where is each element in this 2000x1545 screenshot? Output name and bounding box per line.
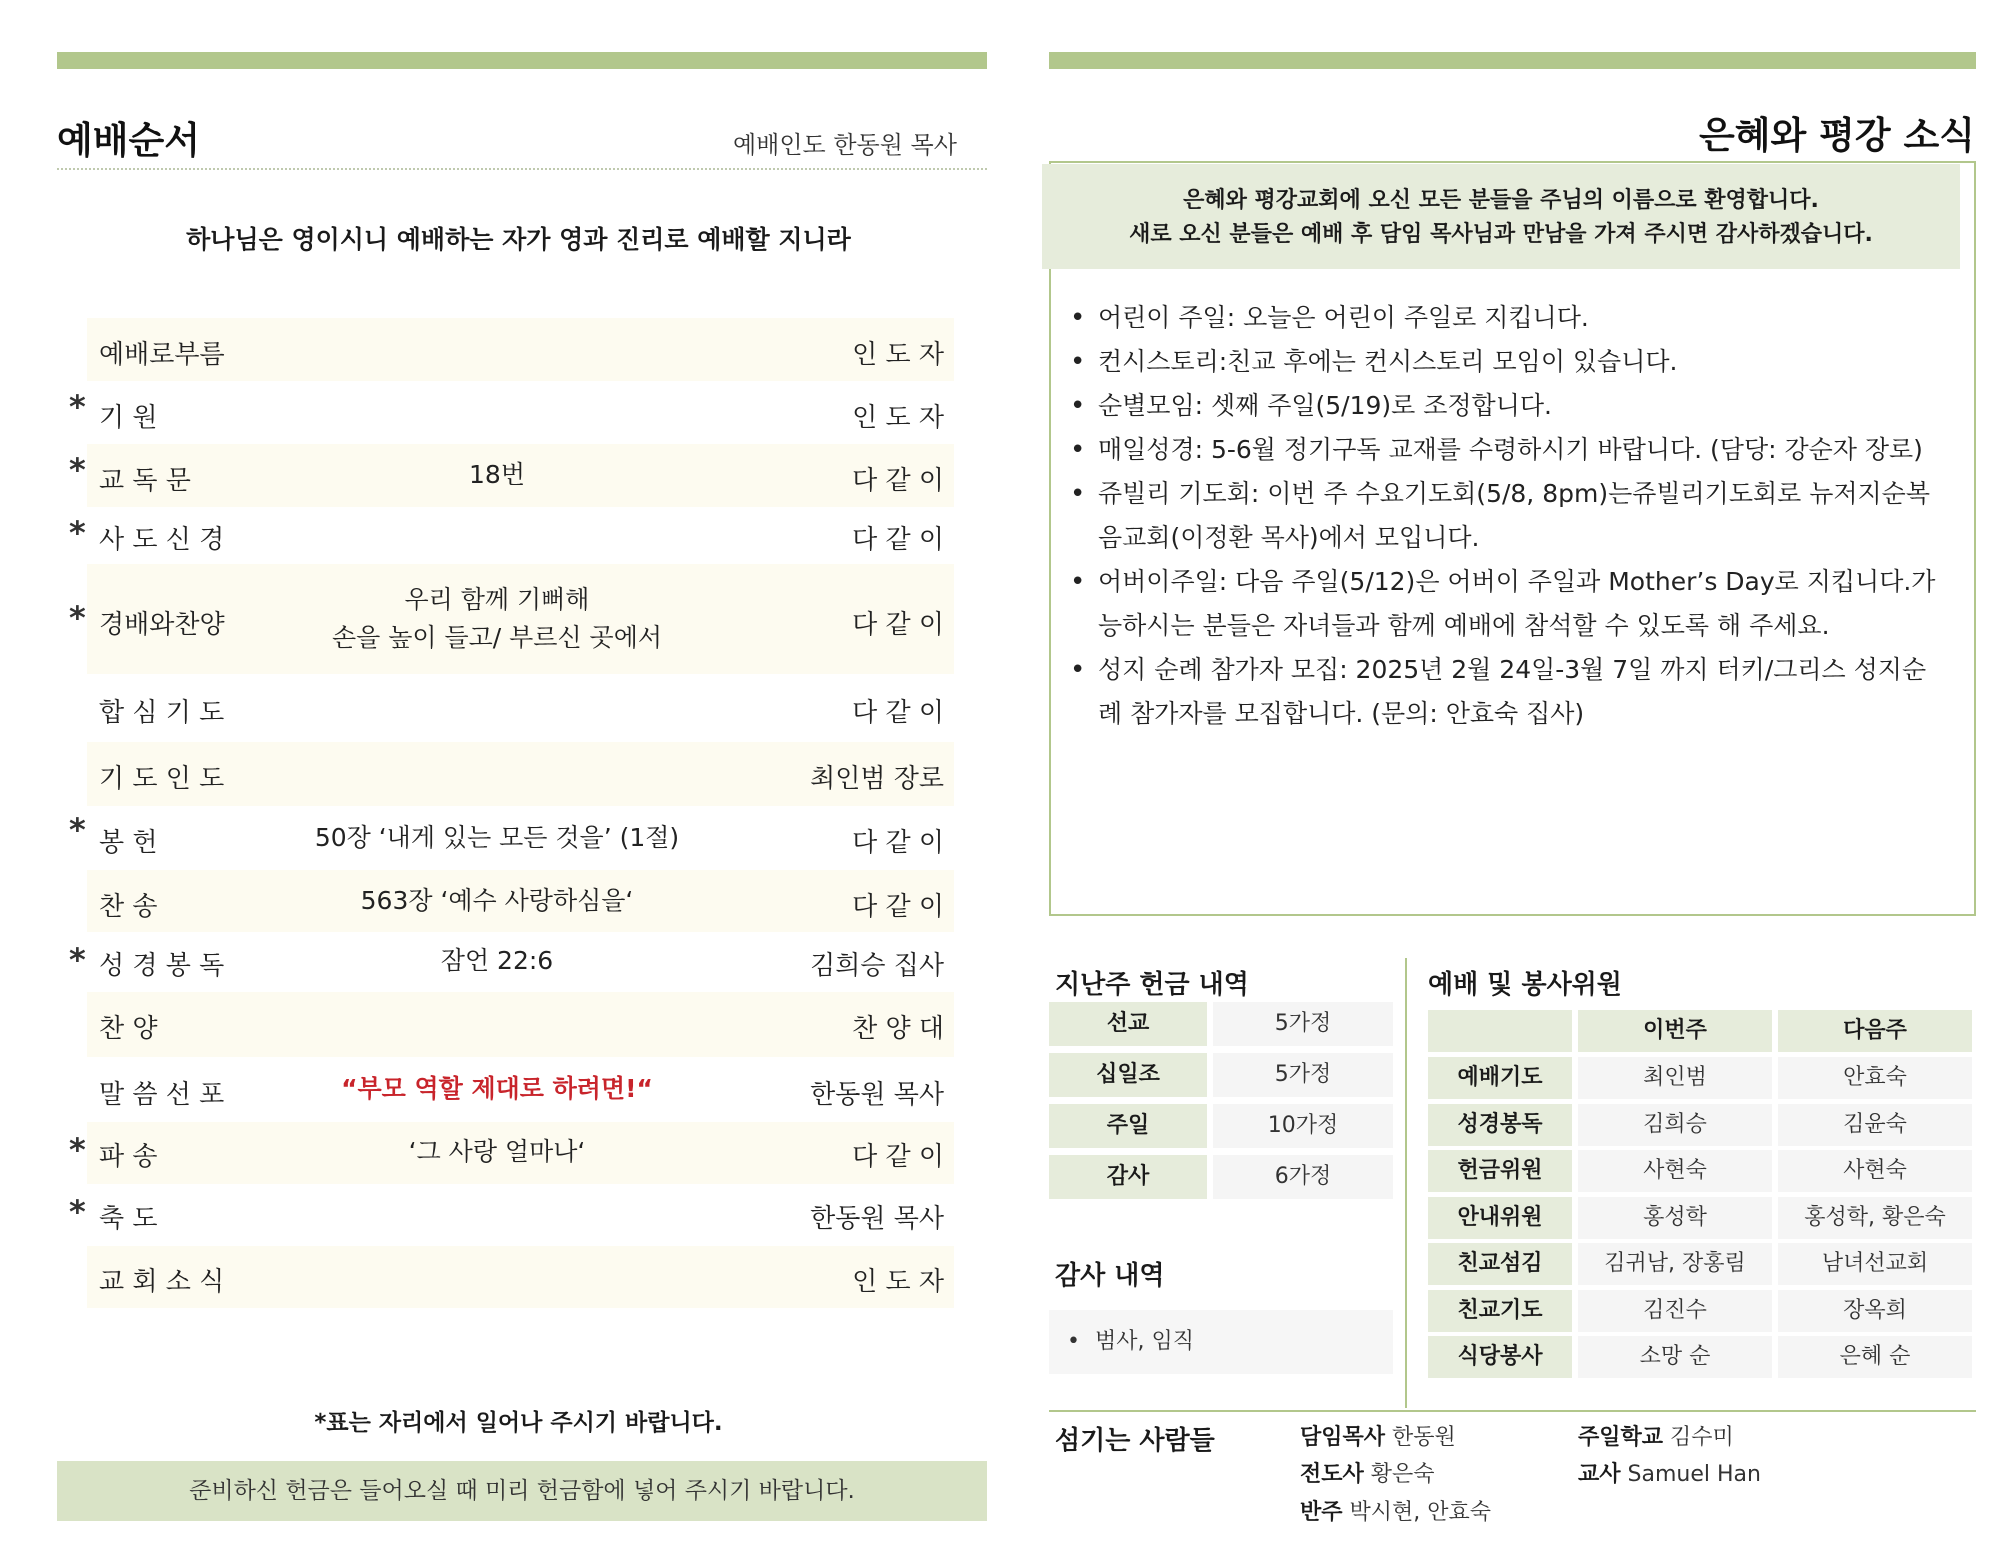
order-item-content: 563장 ‘예수 사랑하심을‘ bbox=[360, 886, 634, 915]
offering-label: 감사 bbox=[1049, 1155, 1207, 1199]
column-divider bbox=[1405, 958, 1407, 1408]
worship-leader-note: 예배인도 한동원 목사 bbox=[733, 131, 957, 159]
order-item-content-line1: 우리 함께 기뻐해 bbox=[404, 585, 590, 614]
order-row bbox=[69, 1184, 954, 1246]
offering-value: 5가정 bbox=[1213, 1053, 1393, 1097]
stand-marker: * bbox=[69, 388, 86, 426]
offering-label: 선교 bbox=[1049, 1002, 1207, 1046]
service-role: 예배기도 bbox=[1428, 1057, 1572, 1099]
thanks-item-text: 범사, 임직 bbox=[1094, 1329, 1194, 1354]
order-item-leader: 최인범 장로 bbox=[810, 764, 944, 794]
sermon-title: “부모 역할 제대로 하려면!“ bbox=[341, 1074, 653, 1103]
order-row bbox=[69, 444, 954, 507]
order-item-leader: 찬 양 대 bbox=[852, 1014, 944, 1044]
news-item: • 순별모임: 셋째 주일(5/19)로 조정합니다. bbox=[1070, 384, 1950, 428]
order-item-leader: 다 같 이 bbox=[852, 466, 944, 496]
news-list bbox=[1070, 296, 1950, 736]
title-divider bbox=[57, 168, 987, 170]
order-item-leader: 김희승 집사 bbox=[810, 951, 944, 981]
stand-marker: * bbox=[69, 451, 86, 489]
staff-role: 반주 bbox=[1300, 1500, 1343, 1525]
staff-name: 김수미 bbox=[1670, 1425, 1734, 1450]
order-row bbox=[87, 742, 954, 806]
welcome-line-2: 새로 오신 분들은 예배 후 담임 목사님과 만남을 가져 주시면 감사하겠습니다. bbox=[1129, 222, 1873, 247]
service-next-week: 안효숙 bbox=[1778, 1057, 1972, 1099]
staff-title: 섬기는 사람들 bbox=[1055, 1426, 1215, 1456]
service-role: 식당봉사 bbox=[1428, 1336, 1572, 1378]
order-row bbox=[87, 1057, 954, 1122]
news-item: • 성지 순례 참가자 모집: 2025년 2월 24일-3월 7일 까지 터키/그리스 성지순례 참가자를 모집합니다. (문의: 안효숙 집사) bbox=[1070, 648, 1950, 736]
offering-value: 10가정 bbox=[1213, 1104, 1393, 1148]
staff-role: 담임목사 bbox=[1300, 1425, 1386, 1450]
service-this-week: 김진수 bbox=[1578, 1290, 1772, 1332]
order-item-content: ‘그 사랑 얼마나‘ bbox=[408, 1137, 586, 1166]
service-role: 성경봉독 bbox=[1428, 1104, 1572, 1146]
order-item-leader: 인 도 자 bbox=[852, 1267, 944, 1297]
order-row bbox=[69, 932, 954, 992]
order-item-leader: 다 같 이 bbox=[852, 892, 944, 922]
service-next-week: 홍성학, 황은숙 bbox=[1778, 1197, 1972, 1239]
welcome-banner bbox=[1042, 164, 1960, 269]
order-title: 예배순서 bbox=[57, 119, 200, 162]
order-row bbox=[69, 564, 954, 674]
stand-marker: * bbox=[69, 1193, 86, 1231]
offering-note-box bbox=[57, 1461, 987, 1521]
order-item-name: 축 도 bbox=[99, 1204, 158, 1234]
service-header-blank bbox=[1428, 1010, 1572, 1052]
offering-label: 주일 bbox=[1049, 1104, 1207, 1148]
stand-marker: * bbox=[69, 941, 86, 979]
order-item-leader: 인 도 자 bbox=[852, 403, 944, 433]
order-item-name: 교 독 문 bbox=[99, 466, 191, 496]
staff-role: 교사 bbox=[1578, 1462, 1621, 1487]
staff-entry bbox=[1578, 1420, 1734, 1451]
staff-entry bbox=[1300, 1457, 1435, 1488]
order-item-name: 예배로부름 bbox=[99, 340, 225, 370]
service-next-week: 사현숙 bbox=[1778, 1150, 1972, 1192]
offering-label: 십일조 bbox=[1049, 1053, 1207, 1097]
order-item-name: 교 회 소 식 bbox=[99, 1267, 225, 1297]
order-item-leader: 다 같 이 bbox=[852, 610, 944, 640]
service-title: 예배 및 봉사위원 bbox=[1428, 970, 1622, 1000]
news-item: • 쥬빌리 기도회: 이번 주 수요기도회(5/8, 8pm)는쥬빌리기도회로 뉴저지순복음교회(이정환 목사)에서 모입니다. bbox=[1070, 472, 1950, 560]
order-item-leader: 한동원 목사 bbox=[810, 1204, 944, 1234]
order-item-name: 합 심 기 도 bbox=[99, 698, 225, 728]
order-row bbox=[69, 507, 954, 564]
order-item-name: 기 원 bbox=[99, 403, 158, 433]
offering-value: 6가정 bbox=[1213, 1155, 1393, 1199]
order-item-content-line2: 손을 높이 들고/ 부르신 곳에서 bbox=[331, 623, 662, 652]
order-row bbox=[87, 870, 954, 932]
news-item: • 컨시스토리:친교 후에는 컨시스토리 모임이 있습니다. bbox=[1070, 340, 1950, 384]
service-header-this-week: 이번주 bbox=[1578, 1010, 1772, 1052]
order-item-name: 말 씀 선 포 bbox=[99, 1080, 225, 1110]
service-this-week: 김희승 bbox=[1578, 1104, 1772, 1146]
stand-marker: * bbox=[69, 514, 86, 552]
order-row bbox=[69, 381, 954, 444]
stand-marker: * bbox=[69, 599, 86, 637]
order-item-leader: 다 같 이 bbox=[852, 525, 944, 555]
service-this-week: 김귀남, 장홍림 bbox=[1578, 1243, 1772, 1285]
staff-role: 주일학교 bbox=[1578, 1425, 1664, 1450]
order-item-name: 기 도 인 도 bbox=[99, 764, 225, 794]
order-item-leader: 다 같 이 bbox=[852, 828, 944, 858]
news-title: 은혜와 평강 소식 bbox=[1699, 114, 1975, 157]
order-item-leader: 다 같 이 bbox=[852, 1142, 944, 1172]
order-item-content: 50장 ‘내게 있는 모든 것을’ (1절) bbox=[314, 823, 680, 852]
staff-entry bbox=[1300, 1420, 1456, 1451]
staff-name: Samuel Han bbox=[1627, 1462, 1761, 1487]
order-row bbox=[87, 992, 954, 1057]
service-this-week: 소망 순 bbox=[1578, 1336, 1772, 1378]
staff-entry bbox=[1300, 1495, 1491, 1526]
news-item: • 어버이주일: 다음 주일(5/12)은 어버이 주일과 Mother’s Day로 지킵니다.가능하시는 분들은 자녀들과 함께 예배에 참석할 수 있도록 해 주세요. bbox=[1070, 560, 1950, 648]
welcome-line-1: 은혜와 평강교회에 오신 모든 분들을 주님의 이름으로 환영합니다. bbox=[1183, 188, 1819, 213]
news-item: • 어린이 주일: 오늘은 어린이 주일로 지킵니다. bbox=[1070, 296, 1950, 340]
offering-note: 준비하신 헌금은 들어오실 때 미리 헌금함에 넣어 주시기 바랍니다. bbox=[189, 1478, 855, 1504]
service-next-week: 김윤숙 bbox=[1778, 1104, 1972, 1146]
order-item-name: 찬 송 bbox=[99, 892, 158, 922]
service-next-week: 장옥희 bbox=[1778, 1290, 1972, 1332]
staff-name: 박시현, 안효숙 bbox=[1349, 1500, 1492, 1525]
order-row bbox=[87, 318, 954, 381]
left-accent-bar bbox=[57, 52, 987, 69]
order-item-name: 봉 헌 bbox=[99, 828, 158, 858]
service-this-week: 사현숙 bbox=[1578, 1150, 1772, 1192]
service-role: 안내위원 bbox=[1428, 1197, 1572, 1239]
order-item-content: 잠언 22:6 bbox=[440, 946, 554, 975]
service-role: 친교기도 bbox=[1428, 1290, 1572, 1332]
service-role: 헌금위원 bbox=[1428, 1150, 1572, 1192]
order-item-name: 성 경 봉 독 bbox=[99, 951, 225, 981]
order-item-leader: 다 같 이 bbox=[852, 698, 944, 728]
order-row bbox=[87, 1246, 954, 1308]
order-item-leader: 인 도 자 bbox=[852, 340, 944, 370]
service-role: 친교섬김 bbox=[1428, 1243, 1572, 1285]
service-this-week: 홍성학 bbox=[1578, 1197, 1772, 1239]
order-row bbox=[87, 674, 954, 742]
staff-name: 한동원 bbox=[1392, 1425, 1456, 1450]
order-row bbox=[69, 806, 954, 870]
order-row bbox=[69, 1122, 954, 1184]
order-item-leader: 한동원 목사 bbox=[810, 1080, 944, 1110]
stand-marker: * bbox=[69, 1131, 86, 1169]
news-item: • 매일성경: 5-6월 정기구독 교재를 수령하시기 바랍니다. (담당: 강순자 장로) bbox=[1070, 428, 1950, 472]
staff-divider bbox=[1049, 1410, 1976, 1412]
offering-title: 지난주 헌금 내역 bbox=[1055, 970, 1249, 1000]
staff-name: 황은숙 bbox=[1370, 1462, 1435, 1487]
order-item-name: 경배와찬양 bbox=[99, 610, 225, 640]
service-next-week: 남녀선교회 bbox=[1778, 1243, 1972, 1285]
order-item-name: 파 송 bbox=[99, 1142, 158, 1172]
service-next-week: 은혜 순 bbox=[1778, 1336, 1972, 1378]
offering-value: 5가정 bbox=[1213, 1002, 1393, 1046]
order-item-content: 18번 bbox=[469, 460, 525, 489]
order-item-name: 사 도 신 경 bbox=[99, 525, 225, 555]
thanks-box bbox=[1049, 1310, 1393, 1374]
verse: 하나님은 영이시니 예배하는 자가 영과 진리로 예배할 지니라 bbox=[186, 225, 851, 254]
staff-entry bbox=[1578, 1457, 1761, 1488]
right-accent-bar bbox=[1049, 52, 1976, 69]
service-header-next-week: 다음주 bbox=[1778, 1010, 1972, 1052]
thanks-title: 감사 내역 bbox=[1055, 1261, 1165, 1291]
stand-note: *표는 자리에서 일어나 주시기 바랍니다. bbox=[314, 1410, 723, 1436]
order-item-name: 찬 양 bbox=[99, 1014, 158, 1044]
staff-role: 전도사 bbox=[1300, 1462, 1364, 1487]
stand-marker: * bbox=[69, 811, 86, 849]
service-this-week: 최인범 bbox=[1578, 1057, 1772, 1099]
thanks-item: • 범사, 임직 bbox=[1067, 1329, 1194, 1354]
